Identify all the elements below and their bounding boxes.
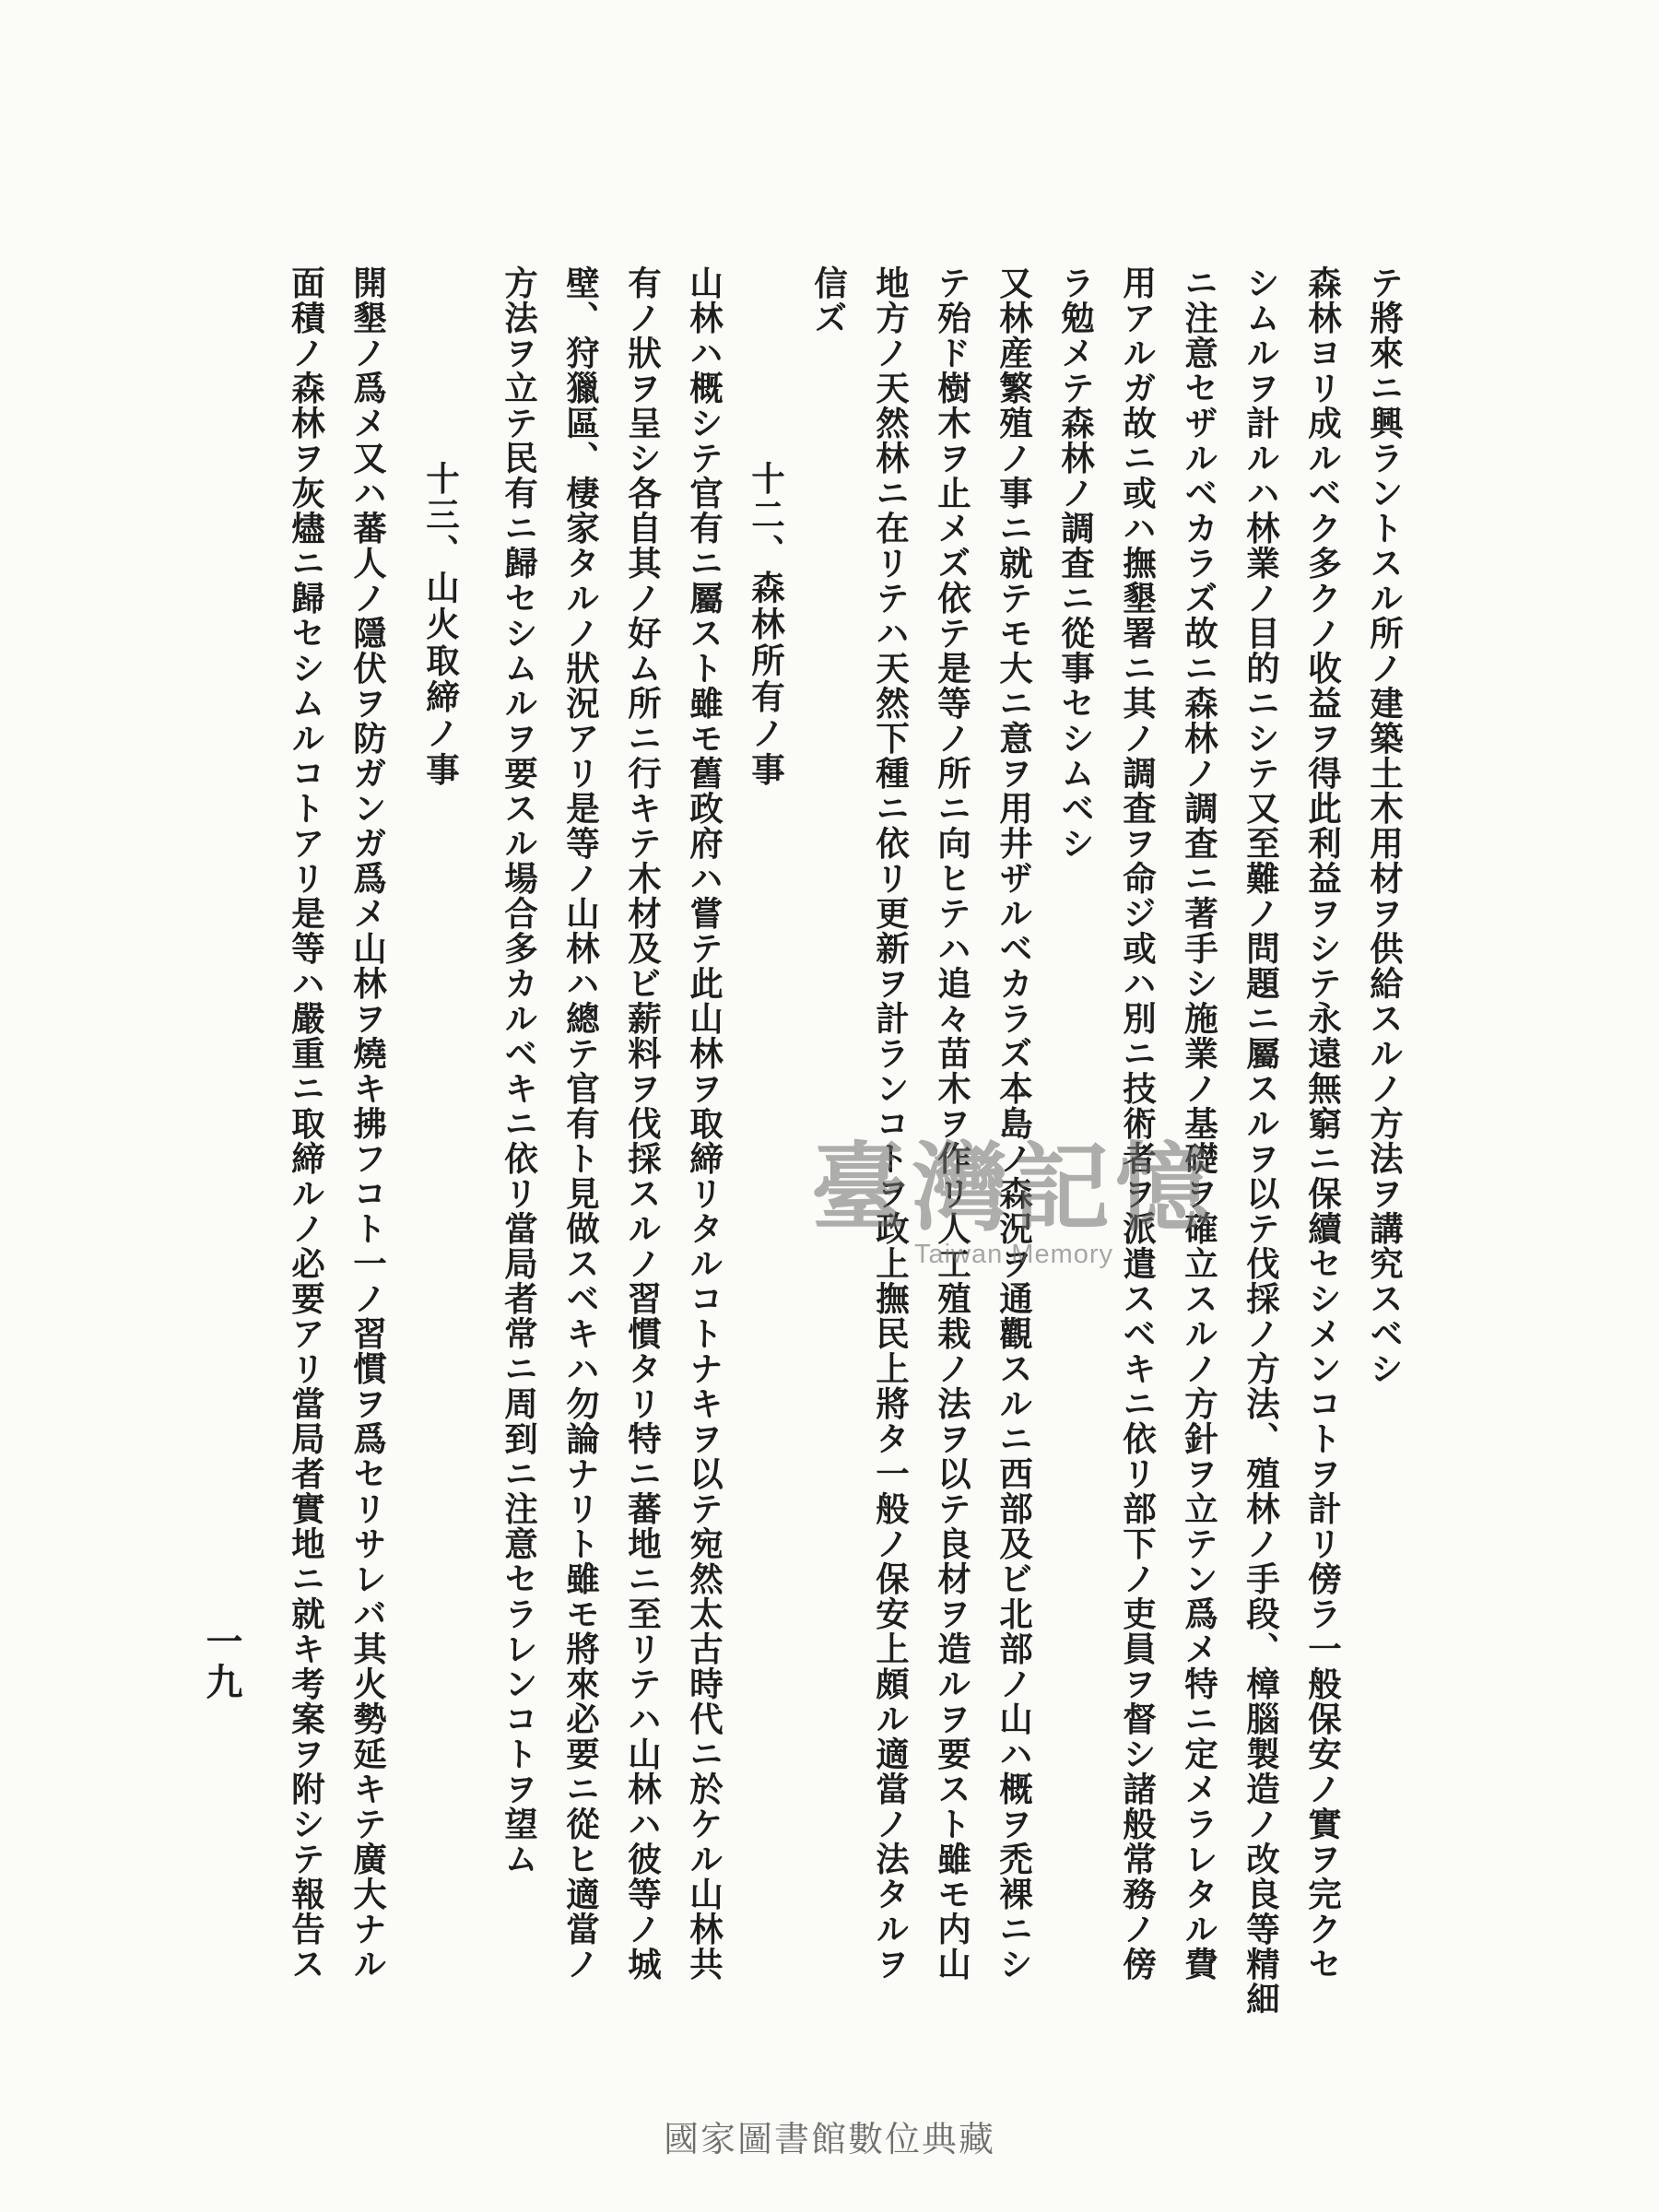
text-column-13: 壁、狩獵區、棲家タルノ狀況アリ是等ノ山林ハ總テ官有ト見做スベキハ勿論ナリト雖モ將來必要ニ從ヒ適當ノ [560, 265, 601, 1982]
footer-collection-label: 國家圖書館數位典藏 [663, 2119, 995, 2159]
text-column-14: 方法ヲ立テ民有ニ歸セシムルヲ要スル場合多カルベキニ依リ當局者常ニ周到ニ注意セラレンコトヲ望ム [499, 265, 539, 1877]
text-column-6: ラ勉メテ森林ノ調査ニ從事セシムベシ [1055, 265, 1096, 861]
text-column-10: 信ズ [808, 265, 849, 335]
text-column-3: シムルヲ計ルハ林業ノ目的ニシテ又至難ノ問題ニ屬スルヲ以テ伐採ノ方法、殖林ノ手段、樟腦製造ノ改良等精細 [1241, 265, 1281, 2017]
text-column-15: 開墾ノ爲メ又ハ蕃人ノ隱伏ヲ防ガンガ爲メ山林ヲ燒キ拂フコト一ノ習慣ヲ爲セリサレバ其火勢延キテ廣大ナル [347, 265, 388, 1982]
text-column-4: ニ注意セザルベカラズ故ニ森林ノ調査ニ著手シ施業ノ基礎ヲ確立スルノ方針ヲ立テン爲メ特ニ定メラレタル費 [1179, 265, 1219, 1982]
text-column-16: 面積ノ森林ヲ灰燼ニ歸セシムルコトアリ是等ハ嚴重ニ取締ルノ必要アリ當局者實地ニ就キ考案ヲ附シテ報告ス [286, 265, 326, 1982]
watermark-chinese: 臺灣記憶 [810, 1131, 1217, 1244]
text-column-9: 地方ノ天然林ニ在リテハ天然下種ニ依リ更新ヲ計ランコトヲ政上撫民上將タ一般ノ保安上頗ル適當ノ法タルヲ [870, 265, 911, 1982]
text-column-7: 又林産繁殖ノ事ニ就テモ大ニ意ヲ用井ザルベカラズ本島ノ森況ヲ通觀スルニ西部及ビ北部ノ山ハ概ヲ禿裸ニシ [994, 265, 1034, 1982]
page-number: 一九 [200, 1622, 243, 1703]
text-column-2: 森林ヨリ成ルベク多クノ收益ヲ得此利益ヲシテ永遠無窮ニ保續セシメンコトヲ計リ傍ラ一般保安ノ實ヲ完クセ [1302, 265, 1343, 1982]
text-column-5: 用アルガ故ニ或ハ撫墾署ニ其ノ調査ヲ命ジ或ハ別ニ技術者ヲ派遣スベキニ依リ部下ノ吏員ヲ督シ諸般常務ノ傍 [1117, 265, 1158, 1982]
text-column-12: 有ノ狀ヲ呈シ各自其ノ好ム所ニ行キテ木材及ビ薪料ヲ伐採スルノ習慣タリ特ニ蕃地ニ至リテハ山林ハ彼等ノ城 [622, 265, 663, 1982]
text-column-1: テ將來ニ興ラントスル所ノ建築土木用材ヲ供給スルノ方法ヲ講究スベシ [1364, 265, 1405, 1386]
text-column-8: テ殆ド樹木ヲ止メズ依テ是等ノ所ニ向ヒテハ追々苗木ヲ作リ人工殖栽ノ法ヲ以テ良材ヲ造ルヲ要スト雖モ内山 [932, 265, 972, 1982]
text-column-11: 山林ハ概シテ官有ニ屬スト雖モ舊政府ハ嘗テ此山林ヲ取締リタルコトナキヲ以テ宛然太古時代ニ於ケル山林共 [684, 265, 724, 1982]
section-heading-13: 十三、山火取締ノ事 [420, 461, 461, 789]
watermark-english: Taiwan Memory [913, 1240, 1114, 1269]
section-heading-12: 十二、森林所有ノ事 [746, 461, 786, 789]
